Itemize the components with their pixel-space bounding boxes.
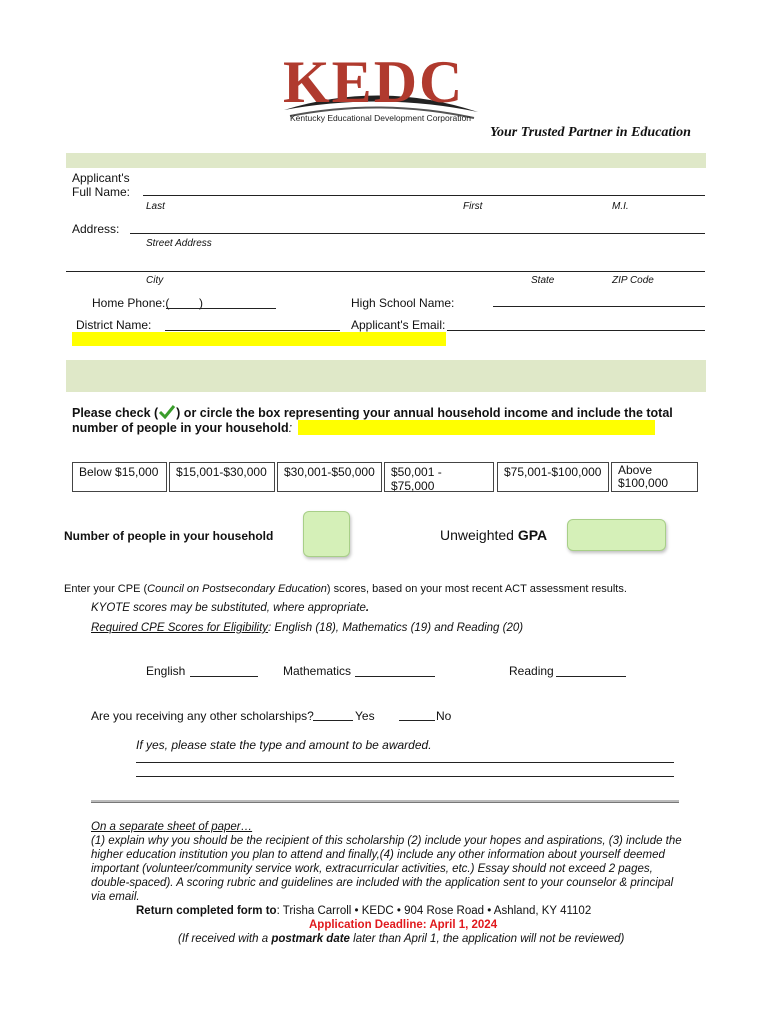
last-name-caption: Last <box>146 201 165 212</box>
income-bracket-6[interactable]: Above $100,000 <box>611 462 698 492</box>
household-count-box[interactable] <box>303 511 350 557</box>
scholarship-question: Are you receiving any other scholarships? <box>91 709 314 723</box>
street-address-field[interactable] <box>130 233 705 234</box>
reading-label: Reading <box>509 664 554 678</box>
highlight-bar <box>72 332 446 346</box>
gpa-label: Unweighted GPA <box>440 527 548 543</box>
tagline: Your Trusted Partner in Education <box>490 125 691 140</box>
scholarship-details-line-2[interactable] <box>136 776 674 777</box>
logo-subtitle: Kentucky Educational Development Corporation <box>290 113 471 123</box>
essay-heading: On a separate sheet of paper… <box>91 821 253 833</box>
income-bracket-1[interactable]: Below $15,000 <box>72 462 167 492</box>
no-blank[interactable] <box>399 720 435 721</box>
english-score-field[interactable] <box>190 676 258 677</box>
english-label: English <box>146 664 186 678</box>
full-name-field[interactable] <box>143 195 705 196</box>
income-instruction: Please check ( ) or circle the box representing your annual household income and include the total <box>72 406 673 420</box>
separator <box>91 800 679 803</box>
return-address: Return completed form to: Trisha Carroll • KEDC • 904 Rose Road • Ashland, KY 41102 <box>136 905 592 917</box>
logo-text: KEDC <box>283 49 465 115</box>
home-phone-paren: ) <box>199 296 203 310</box>
postmark-note: (If received with a postmark date later than April 1, the application will not be reviewed) <box>178 933 625 945</box>
email-label: Applicant's Email: <box>351 318 446 332</box>
no-label: No <box>436 709 452 723</box>
deadline: Application Deadline: April 1, 2024 <box>309 919 498 931</box>
district-field[interactable] <box>165 330 340 331</box>
income-bracket-5[interactable]: $75,001-$100,000 <box>497 462 609 492</box>
household-label: Number of people in your household <box>64 529 274 543</box>
income-bracket-3[interactable]: $30,001-$50,000 <box>277 462 382 492</box>
essay-body: (1) explain why you should be the recipient of this scholarship (2) include your hopes and aspirations, (3) include the higher education institution you plan to attend and finally,(4) include any other information about yourself deemed important (volunteer/community service work, extracurricular activities, etc.) Essay should not exceed 2 pages, double-spaced). A scoring rubric and guidelines are included with the application sent to your counselor & principal via email. <box>91 835 682 903</box>
scholarship-details-line-1[interactable] <box>136 762 674 763</box>
math-score-field[interactable] <box>355 676 435 677</box>
cpe-intro: Enter your CPE (Council on Postsecondary Education) scores, based on your most recent ACT assessment results. <box>64 583 627 595</box>
home-phone-field[interactable] <box>166 308 276 309</box>
home-phone-label: Home Phone:( <box>92 296 170 310</box>
yes-blank[interactable] <box>313 720 353 721</box>
zip-caption: ZIP Code <box>612 275 654 286</box>
district-label: District Name: <box>76 318 152 332</box>
mi-caption: M.I. <box>612 201 629 212</box>
state-caption: State <box>531 275 555 286</box>
high-school-label: High School Name: <box>351 296 455 310</box>
household-highlight[interactable] <box>298 420 655 435</box>
gpa-input-box[interactable] <box>567 519 666 551</box>
checkmark-icon <box>158 405 176 419</box>
income-instruction-line2: number of people in your household: <box>72 421 293 435</box>
math-label: Mathematics <box>283 664 352 678</box>
address-label: Address: <box>72 222 120 236</box>
reading-score-field[interactable] <box>556 676 626 677</box>
email-field[interactable] <box>447 330 705 331</box>
if-yes-note: If yes, please state the type and amount to be awarded. <box>136 738 432 752</box>
full-name-label: Applicant's Full Name: <box>72 171 131 199</box>
kyote-note: KYOTE scores may be substituted, where appropriate. <box>91 602 370 614</box>
income-bracket-4[interactable]: $50,001 - $75,000 <box>384 462 494 492</box>
section-band-2 <box>66 360 706 392</box>
city-state-zip-field[interactable] <box>66 271 705 272</box>
city-caption: City <box>146 275 164 286</box>
essay-instructions <box>91 820 691 904</box>
required-scores: Required CPE Scores for Eligibility: English (18), Mathematics (19) and Reading (20) <box>91 622 524 634</box>
yes-label: Yes <box>355 709 375 723</box>
high-school-field[interactable] <box>493 306 705 307</box>
first-name-caption: First <box>463 201 483 212</box>
section-band <box>66 153 706 168</box>
income-bracket-2[interactable]: $15,001-$30,000 <box>169 462 275 492</box>
street-address-caption: Street Address <box>146 238 212 249</box>
